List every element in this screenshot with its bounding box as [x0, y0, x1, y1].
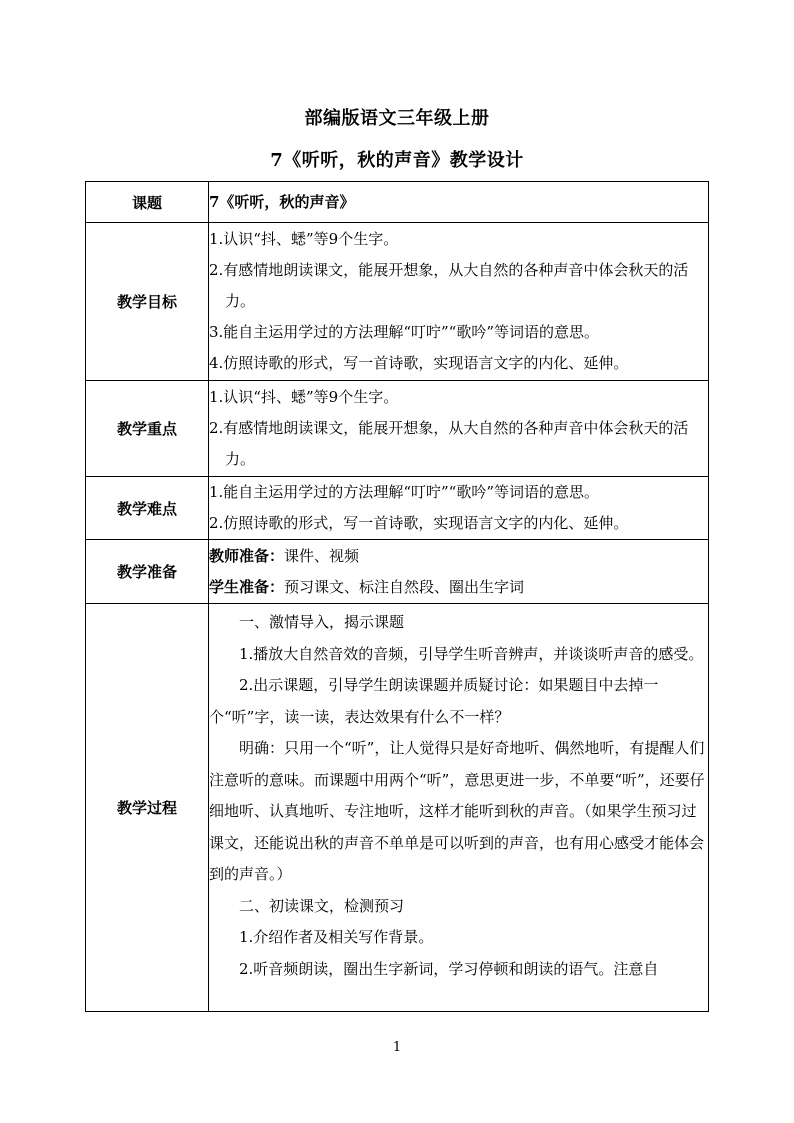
- teacher-preparation-value: 课件、视频: [284, 546, 360, 565]
- page-number: 1: [392, 1040, 402, 1055]
- table-row-difficulties: [86, 477, 709, 540]
- goal-item-3: 3.能自主运用学过的方法理解“叮咛”“歌吟”等词语的意思。: [209, 323, 599, 341]
- preparation-content: [209, 540, 709, 604]
- topic-value: 7《听听，秋的声音》: [209, 182, 709, 223]
- student-preparation: [209, 572, 708, 603]
- process-paragraph-4: 明确：只用一个“听”，让人觉得只是好奇地听、偶然地听，有提醒人们注意听的意味。而课题中用两个“听”，意思更进一步，不单要“听”，还要仔细地听、认真地听、专注地听，这样才能听到秋的声音。（如果学生预习过课文，还能说出秋的声音不单单是可以听到的声音，也有用心感受才能体会到的声音。）: [209, 739, 705, 883]
- table-row-goals: [86, 223, 709, 381]
- difficulty-item-1: 1.能自主运用学过的方法理解“叮咛”“歌吟”等词语的意思。: [209, 483, 599, 501]
- table-row-key-points: [86, 381, 709, 477]
- key-point-item-2: 2.有感情地朗读课文，能展开想象，从大自然的各种声音中体会秋天的活力。: [209, 419, 689, 468]
- goal-item-1: 1.认识“抖、蟋”等9个生字。: [209, 230, 399, 248]
- process-content: [209, 604, 709, 1012]
- process-label: 教学过程: [86, 604, 209, 1012]
- goal-item-4: 4.仿照诗歌的形式，写一首诗歌，实现语言文字的内化、延伸。: [209, 354, 629, 372]
- document-subtitle: 7《听听，秋的声音》教学设计: [270, 150, 524, 171]
- preparation-label: 教学准备: [86, 540, 209, 604]
- goal-item-2: 2.有感情地朗读课文，能展开想象，从大自然的各种声音中体会秋天的活力。: [209, 261, 689, 310]
- table-row-process: [86, 604, 709, 1012]
- table-row-topic: [86, 182, 709, 223]
- process-paragraph-5: 二、初读课文，检测预习: [239, 896, 405, 915]
- difficulties-label: 教学难点: [86, 477, 209, 540]
- goals-content: [209, 223, 709, 381]
- process-paragraph-7: 2.听音频朗读，圈出生字新词，学习停顿和朗读的语气。注意自: [239, 959, 659, 978]
- process-paragraph-1: 一、激情导入，揭示课题: [239, 613, 405, 631]
- key-points-label: 教学重点: [86, 381, 209, 477]
- goals-label: 教学目标: [86, 223, 209, 381]
- process-paragraph-2: 1.播放大自然音效的音频，引导学生听音辨声，并谈谈听声音的感受。: [239, 644, 704, 663]
- document-title: 部编版语文三年级上册: [304, 108, 490, 129]
- process-paragraph-6: 1.介绍作者及相关写作背景。: [239, 928, 434, 946]
- difficulty-item-2: 2.仿照诗歌的形式，写一首诗歌，实现语言文字的内化、延伸。: [209, 514, 629, 532]
- lesson-plan-table: [85, 181, 709, 1012]
- process-paragraph-3: 2.出示课题，引导学生朗读课题并质疑讨论：如果题目中去掉一个“听”字，读一读，表达效果有什么不一样？: [209, 676, 659, 726]
- teacher-preparation: [209, 541, 708, 572]
- table-row-preparation: [86, 540, 709, 604]
- topic-label: 课题: [86, 182, 209, 223]
- student-preparation-label: 学生准备：: [209, 577, 285, 596]
- key-point-item-1: 1.认识“抖、蟋”等9个生字。: [209, 388, 399, 406]
- teacher-preparation-label: 教师准备：: [209, 546, 285, 565]
- student-preparation-value: 预习课文、标注自然段、圈出生字词: [284, 577, 525, 596]
- difficulties-content: [209, 477, 709, 540]
- key-points-content: [209, 381, 709, 477]
